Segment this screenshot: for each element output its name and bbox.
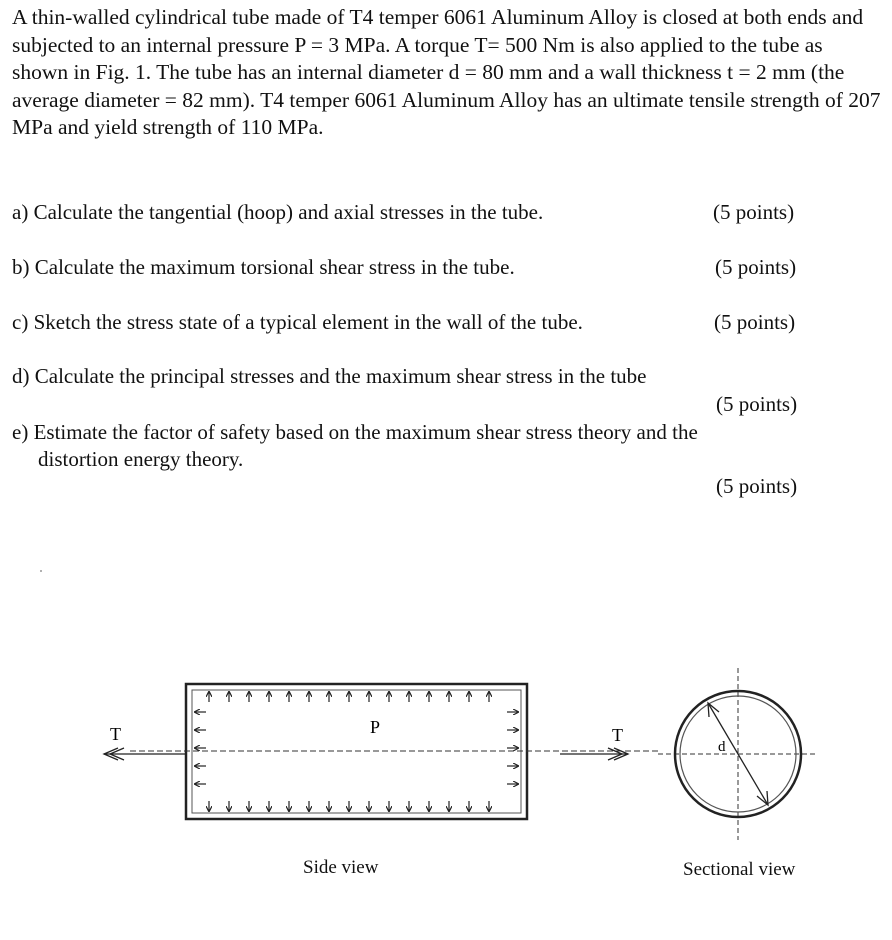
question-e-line1: e) Estimate the factor of safety based on the maximum shear stress theory and the (12, 420, 698, 444)
right-torque-arrow (560, 748, 628, 760)
pressure-label: P (370, 717, 381, 737)
question-d: d) Calculate the principal stresses and the maximum shear stress in the tube (12, 364, 647, 388)
question-c: c) Sketch the stress state of a typical element in the wall of the tube. (12, 310, 583, 334)
question-a: a) Calculate the tangential (hoop) and axial stresses in the tube. (12, 200, 544, 224)
bottom-pressure-arrows (209, 801, 489, 811)
question-c-points: (5 points) (714, 310, 796, 334)
question-d-points: (5 points) (716, 392, 798, 416)
left-torque-arrow (104, 748, 186, 760)
question-b-points: (5 points) (715, 255, 797, 279)
sectional-view (658, 668, 818, 840)
problem-statement: A thin-walled cylindrical tube made of T4 temper 6061 Aluminum Alloy is closed at both ends and subjected to an internal pressure P = 3 MPa. A torque T= 500 Nm is also applied to the tube as shown in Fig. 1. The tube has an internal diameter d = 80 mm and a wall thickness t = 2 mm (the average diameter = 82 mm). T4 temper 6061 Aluminum Alloy has an ultimate tensile strength of 207 MPa and yield strength of 110 MPa. (12, 5, 881, 140)
left-pressure-arrows (195, 712, 206, 784)
torque-right-label: T (612, 725, 623, 745)
right-pressure-arrows (507, 712, 518, 784)
question-b: b) Calculate the maximum torsional shear stress in the tube. (12, 255, 515, 279)
question-e-line2: distortion energy theory. (38, 447, 244, 471)
sectional-view-caption: Sectional view (683, 859, 796, 880)
diameter-label: d (718, 739, 726, 755)
torque-left-label: T (110, 724, 121, 744)
question-e-points: (5 points) (716, 474, 798, 498)
side-view-caption: Side view (303, 857, 379, 878)
side-view (104, 684, 660, 819)
top-pressure-arrows (209, 692, 489, 702)
question-a-points: (5 points) (713, 200, 795, 224)
